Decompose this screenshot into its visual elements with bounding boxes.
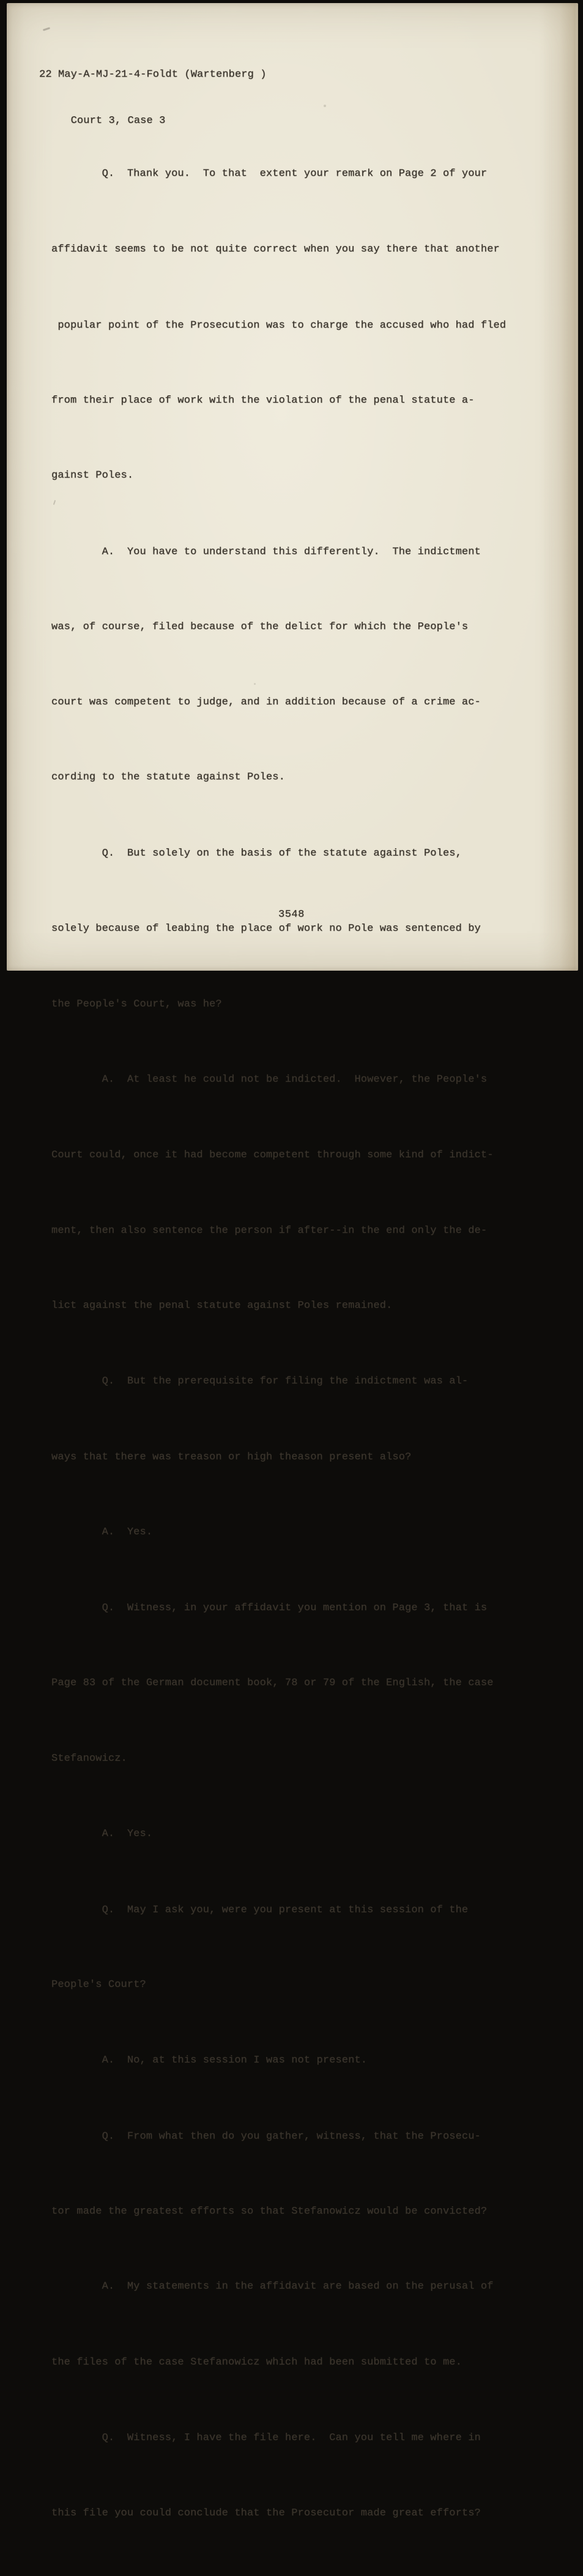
transcript-line: ways that there was treason or high theason present also? <box>51 1451 412 1463</box>
transcript-line: ment, then also sentence the person if after--in the end only the de- <box>51 1225 488 1237</box>
transcript-line: Q. But solely on the basis of the statute against Poles, <box>51 847 462 859</box>
transcript-line: gainst Poles. <box>51 470 134 482</box>
transcript-line: affidavit seems to be not quite correct when you say there that another <box>51 244 500 256</box>
transcript-line: cording to the statute against Poles. <box>51 772 285 784</box>
header-session-line: 22 May-A-MJ-21-4-Foldt (Wartenberg ) <box>39 69 267 81</box>
transcript-line: from their place of work with the violation of the penal statute a- <box>51 395 475 407</box>
transcript-line: the People's Court, was he? <box>51 998 222 1010</box>
transcript-line: Q. May I ask you, were you present at this session of the <box>51 1904 469 1916</box>
transcript-line: Q. Thank you. To that extent your remark on Page 2 of your <box>51 168 488 180</box>
transcript-body <box>51 111 506 2576</box>
transcript-line: this file you could conclude that the Prosecutor made great efforts? <box>51 2507 481 2519</box>
transcript-line: A. Yes. <box>51 1828 153 1840</box>
transcript-line: Q. Witness, I have the file here. Can you tell me where in <box>51 2432 481 2444</box>
transcript-line: Q. From what then do you gather, witness, that the Prosecu- <box>51 2130 481 2142</box>
page-number: 3548 <box>278 909 305 920</box>
transcript-line: tor made the greatest efforts so that Stefanowicz would be convicted? <box>51 2205 488 2217</box>
transcript-line: Stefanowicz. <box>51 1753 127 1765</box>
paper-speck <box>324 105 326 107</box>
transcript-line: Q. Witness, in your affidavit you mention on Page 3, that is <box>51 1602 488 1614</box>
transcript-line: A. My statements in the affidavit are based on the perusal of <box>51 2280 494 2293</box>
transcript-line: A. At least he could not be indicted. However, the People's <box>51 1073 488 1086</box>
transcript-line: Page 83 of the German document book, 78 or 79 of the English, the case <box>51 1677 494 1689</box>
transcript-line: lict against the penal statute against Poles remained. <box>51 1300 393 1312</box>
transcript-line: Court could, once it had become competent through some kind of indict- <box>51 1149 494 1161</box>
transcript-line: solely because of leabing the place of work no Pole was sentenced by <box>51 923 481 935</box>
transcript-line: the files of the case Stefanowicz which had been submitted to me. <box>51 2356 462 2369</box>
transcript-line: A. Yes. <box>51 1526 153 1539</box>
transcript-line: A. You have to understand this differently. The indictment <box>51 545 481 558</box>
pencil-mark <box>43 27 50 31</box>
header-court-case-line: Court 3, Case 3 <box>39 115 166 127</box>
transcript-line: was, of course, filed because of the delict for which the People's <box>51 621 469 633</box>
transcript-line: Q. But the prerequisite for filing the indictment was al- <box>51 1375 469 1387</box>
transcript-line: A. No, at this session I was not present. <box>51 2055 368 2067</box>
paper-sheet <box>7 3 578 2519</box>
transcript-line: People's Court? <box>51 1979 146 1991</box>
transcript-line: court was competent to judge, and in addition because of a crime ac- <box>51 696 481 709</box>
scan-edge-shadow <box>560 3 576 971</box>
transcript-line: popular point of the Prosecution was to charge the accused who had fled <box>51 319 507 332</box>
